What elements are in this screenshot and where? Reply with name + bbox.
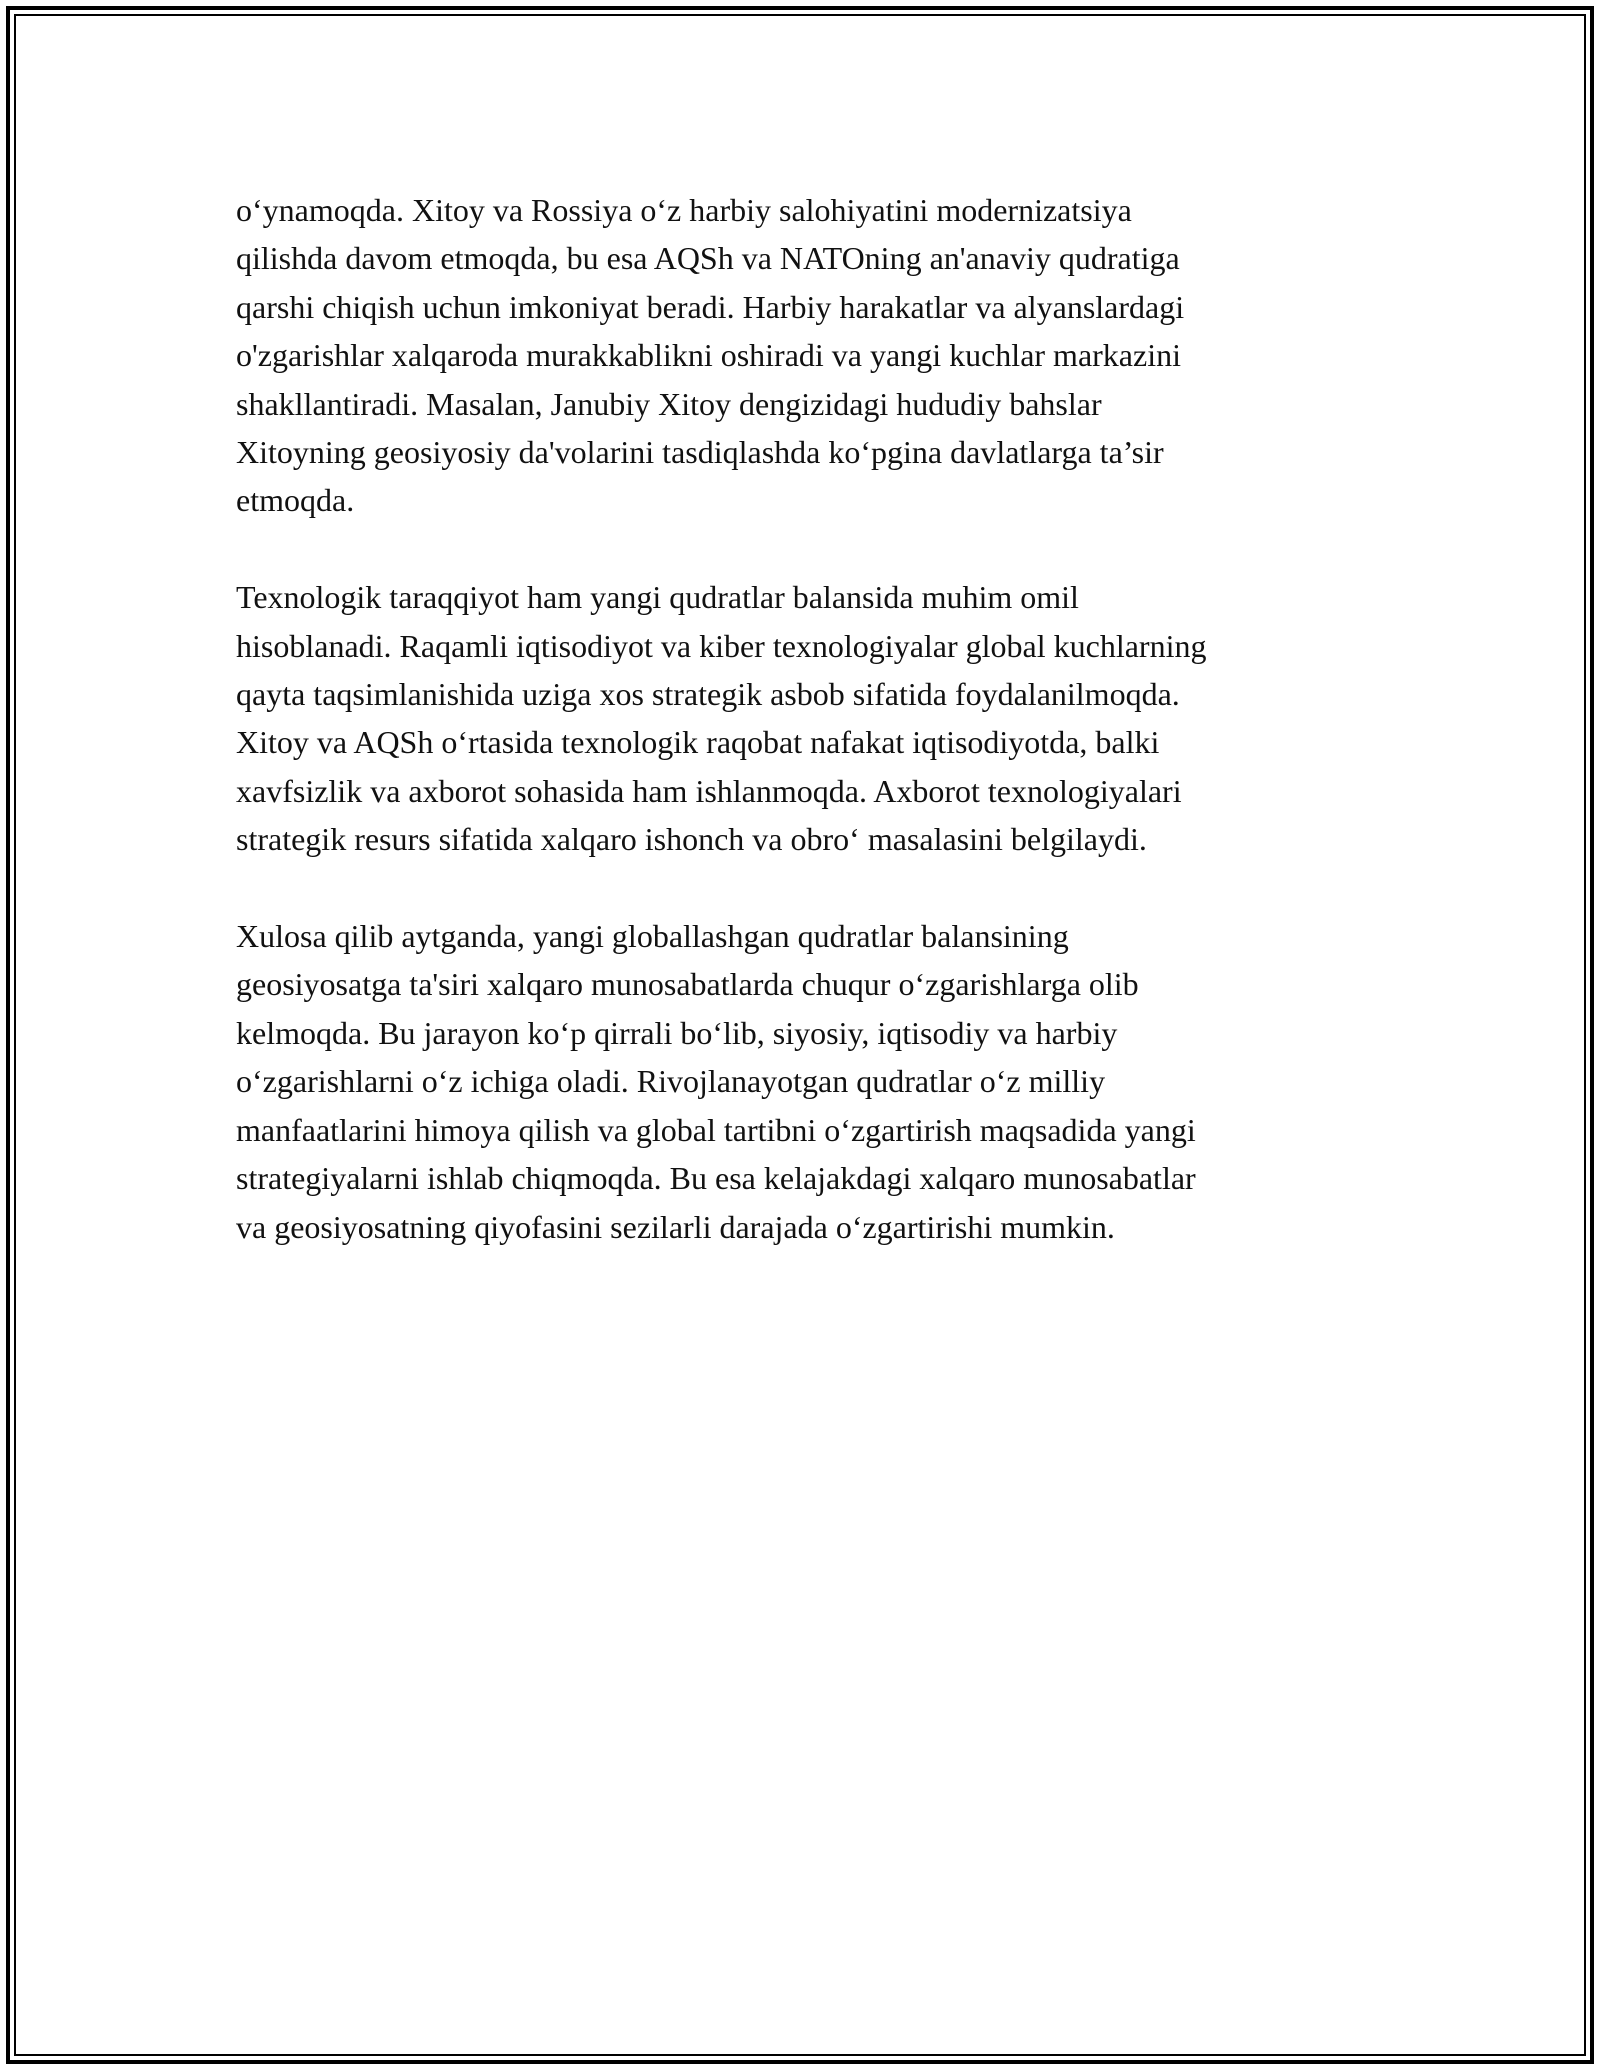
paragraph-1 xyxy=(236,186,1356,525)
paragraph-line: qarshi chiqish uchun imkoniyat beradi. Harbiy harakatlar va alyanslardagi xyxy=(236,288,1185,325)
paragraph-line: xavfsizlik va axborot sohasida ham ishlanmoqda. Axborot texnologiyalari xyxy=(236,772,1182,809)
paragraph-line: Texnologik taraqqiyot ham yangi qudratlar balansida muhim omil xyxy=(236,579,1079,616)
paragraph-line: Xulosa qilib aytganda, yangi globallashgan qudratlar balansining xyxy=(236,918,1069,955)
paragraph-line: strategik resurs sifatida xalqaro ishonch va obro‘ masalasini belgilaydi. xyxy=(236,821,1147,858)
paragraph-line: kelmoqda. Bu jarayon ko‘p qirrali bo‘lib, siyosiy, iqtisodiy va harbiy xyxy=(236,1014,1118,1051)
paragraph-line: o‘zgarishlarni o‘z ichiga oladi. Rivojlanayotgan qudratlar o‘z milliy xyxy=(236,1063,1106,1100)
paragraph-line: o‘ynamoqda. Xitoy va Rossiya o‘z harbiy salohiyatini modernizatsiya xyxy=(236,192,1132,228)
paragraph-line: etmoqda. xyxy=(236,482,355,519)
paragraph-3 xyxy=(236,912,1356,1251)
paragraph-line: qayta taqsimlanishida uziga xos strategik asbob sifatida foydalanilmoqda. xyxy=(236,676,1180,713)
paragraph-line: strategiyalarni ishlab chiqmoqda. Bu esa kelajakdagi xalqaro munosabatlar xyxy=(236,1160,1196,1197)
paragraph-line: Xitoy va AQSh o‘rtasida texnologik raqobat nafakat iqtisodiyotda, balki xyxy=(236,724,1160,761)
paragraph-line: manfaatlarini himoya qilish va global tartibni o‘zgartirish maqsadida yangi xyxy=(236,1111,1196,1148)
paragraph-line: geosiyosatga ta'siri xalqaro munosabatlarda chuqur o‘zgarishlarga olib xyxy=(236,966,1139,1003)
paragraph-line: Xitoyning geosiyosiy da'volarini tasdiqlashda ko‘pgina davlatlarga ta’sir xyxy=(236,434,1164,471)
document-body xyxy=(236,186,1356,1299)
paragraph-line: hisoblanadi. Raqamli iqtisodiyot va kiber texnologiyalar global kuchlarning xyxy=(236,627,1207,664)
paragraph-line: o'zgarishlar xalqaroda murakkablikni oshiradi va yangi kuchlar markazini xyxy=(236,337,1181,374)
paragraph-line: va geosiyosatning qiyofasini sezilarli darajada o‘zgartirishi mumkin. xyxy=(236,1208,1115,1245)
paragraph-2 xyxy=(236,573,1356,863)
paragraph-line: shakllantiradi. Masalan, Janubiy Xitoy dengizidagi hududiy bahslar xyxy=(236,385,1102,422)
paragraph-line: qilishda davom etmoqda, bu esa AQSh va NATOning an'anaviy qudratiga xyxy=(236,240,1180,277)
